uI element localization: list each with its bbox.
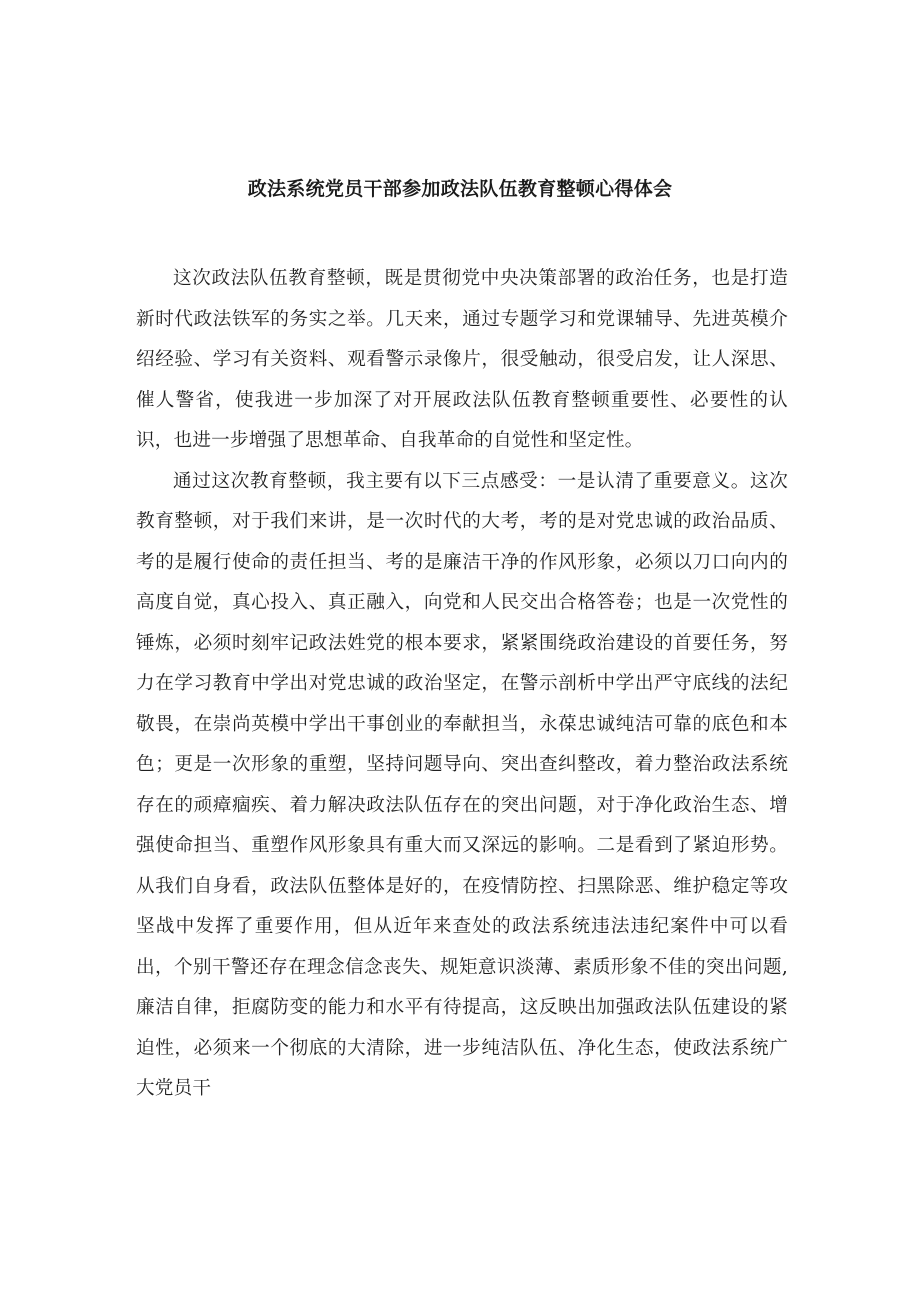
document-body (136, 259, 788, 1110)
document-title: 政法系统党员干部参加政法队伍教育整顿心得体会 (247, 178, 673, 200)
paragraph-intro: 这次政法队伍教育整顿，既是贯彻党中央决策部署的政治任务，也是打造新时代政法铁军的务实之举。几天来，通过专题学习和党课辅导、先进英模介绍经验、学习有关资料、观看警示录像片，很受触动，很受启发，让人深思、催人警省，使我进一步加深了对开展政法队伍教育整顿重要性、必要性的认识，也进一步增强了思想革命、自我革命的自觉性和坚定性。 (136, 268, 788, 451)
paragraph-feelings: 通过这次教育整顿，我主要有以下三点感受：一是认清了重要意义。这次教育整顿，对于我们来讲，是一次时代的大考，考的是对党忠诚的政治品质、考的是履行使命的责任担当、考的是廉洁干净的作风形象，必须以刀口向内的高度自觉，真心投入、真正融入，向党和人民交出合格答卷；也是一次党性的锤炼，必须时刻牢记政法姓党的根本要求，紧紧围绕政治建设的首要任务，努力在学习教育中学出对党忠诚的政治坚定，在警示剖析中学出严守底线的法纪敬畏，在崇尚英模中学出干事创业的奉献担当，永葆忠诚纯洁可靠的底色和本色；更是一次形象的重塑，坚持问题导向、突出查纠整改，着力整治政法系统存在的顽瘴痼疾、着力解决政法队伍存在的突出问题，对于净化政治生态、增强使命担当、重塑作风形象具有重大而又深远的影响。二是看到了紧迫形势。从我们自身看，政法队伍整体是好的，在疫情防控、扫黑除恶、维护稳定等攻坚战中发挥了重要作用，但从近年来查处的政法系统违法违纪案件中可以看出，个别干警还存在理念信念丧失、规矩意识淡薄、素质形象不佳的突出问题,廉洁自律，拒腐防变的能力和水平有待提高，这反映出加强政法队伍建设的紧迫性，必须来一个彻底的大清除，进一步纯洁队伍、净化生态，使政法系统广大党员干 (136, 470, 788, 1099)
